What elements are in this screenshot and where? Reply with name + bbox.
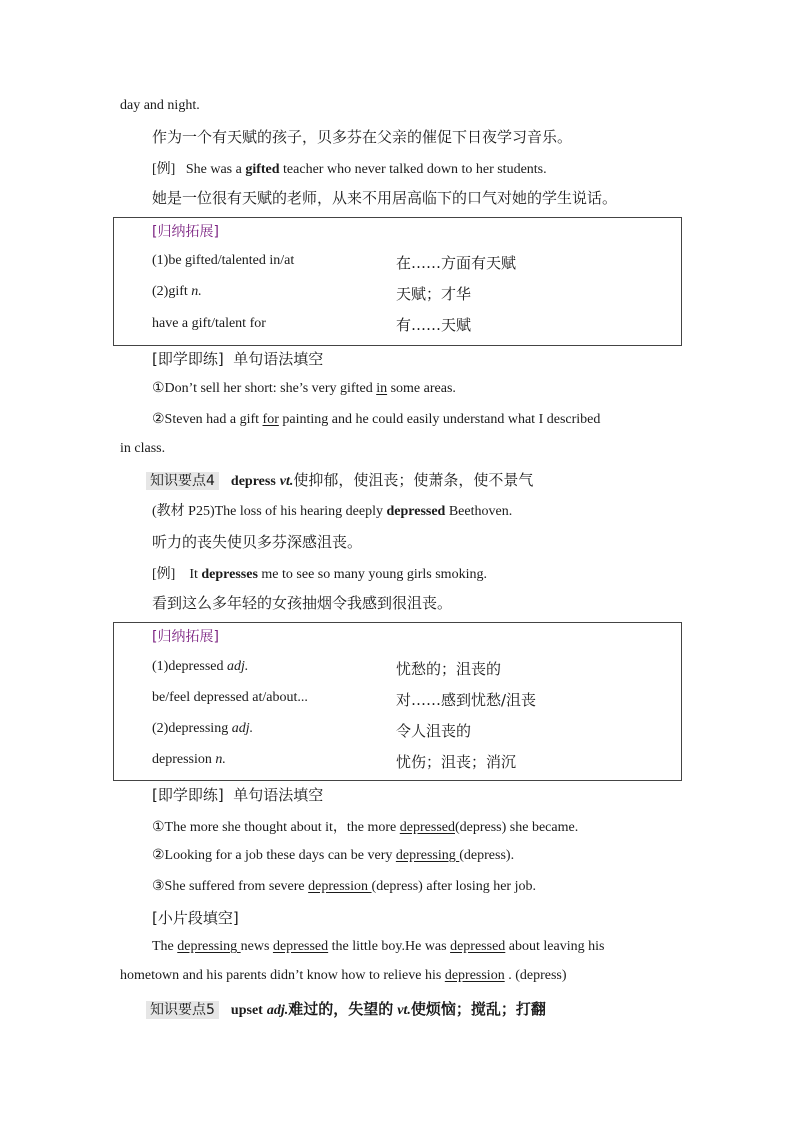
translation-line: 看到这么多年轻的女孩抽烟令我感到很沮丧。 bbox=[152, 594, 453, 612]
box-row-zh: 有……天赋 bbox=[396, 316, 472, 334]
box-row-zh: 在……方面有天赋 bbox=[396, 254, 517, 272]
text-line: day and night. bbox=[120, 98, 200, 113]
box-row-en: be/feel depressed at/about... bbox=[152, 690, 308, 705]
practice-question-cont: in class. bbox=[120, 441, 166, 456]
answer: depressing bbox=[395, 848, 460, 863]
translation-line: 她是一位很有天赋的老师，从来不用居高临下的口气对她的学生说话。 bbox=[152, 189, 618, 207]
box-row-zh: 对……感到忧愁/沮丧 bbox=[396, 691, 537, 709]
fragment-text: The depressing news depressed the little boy.He was depressed about leaving his bbox=[152, 939, 605, 954]
practice-heading: [即学即练] 单句语法填空 bbox=[152, 786, 324, 804]
answer: depressing bbox=[177, 939, 241, 954]
practice-heading: [即学即练] 单句语法填空 bbox=[152, 350, 324, 368]
answer: depressed bbox=[272, 939, 329, 954]
practice-question: ②Steven had a gift for painting and he could easily understand what I described bbox=[152, 412, 601, 427]
fragment-text: hometown and his parents didn’t know how to relieve his depression . (depress) bbox=[120, 968, 567, 983]
box-title: [归纳拓展] bbox=[152, 629, 219, 645]
box-row-en: depression n. bbox=[152, 752, 226, 767]
answer: depressed bbox=[450, 939, 506, 954]
box-row-en: (1)depressed adj. bbox=[152, 659, 249, 674]
box-row-zh: 忧伤；沮丧；消沉 bbox=[396, 753, 517, 771]
box-row-en: have a gift/talent for bbox=[152, 316, 266, 331]
box-row-en: (2)gift n. bbox=[152, 284, 202, 299]
answer: in bbox=[376, 381, 388, 396]
box-row-en: (1)be gifted/talented in/at bbox=[152, 253, 295, 268]
answer: for bbox=[262, 412, 279, 427]
answer: depressed bbox=[399, 820, 455, 835]
box-title: [归纳拓展] bbox=[152, 224, 219, 240]
knowledge-point-5: 知识要点5 upset adj.难过的，失望的 vt.使烦恼；搅乱；打翻 bbox=[146, 998, 546, 1019]
box-row-zh: 忧愁的；沮丧的 bbox=[396, 660, 502, 678]
answer: depression bbox=[308, 879, 372, 894]
fragment-heading: [小片段填空] bbox=[152, 909, 239, 927]
example-line: [例] It depresses me to see so many young girls smoking. bbox=[152, 567, 487, 582]
example-line: [例] She was a gifted teacher who never talked down to her students. bbox=[152, 162, 547, 177]
summary-box bbox=[113, 622, 682, 781]
practice-question: ①Don’t sell her short: she’s very gifted in some areas. bbox=[152, 381, 456, 396]
practice-question: ③She suffered from severe depression (depress) after losing her job. bbox=[152, 879, 536, 894]
box-row-zh: 令人沮丧的 bbox=[396, 722, 472, 740]
kp-label: 知识要点5 bbox=[146, 1001, 219, 1019]
practice-question: ①The more she thought about it，the more depressed(depress) she became. bbox=[152, 820, 579, 835]
kp-label: 知识要点4 bbox=[146, 472, 219, 490]
translation-line: 听力的丧失使贝多芬深感沮丧。 bbox=[152, 533, 363, 551]
knowledge-point-4: 知识要点4 depress vt.使抑郁，使沮丧；使萧条，使不景气 bbox=[146, 469, 533, 490]
translation-line: 作为一个有天赋的孩子，贝多芬在父亲的催促下日夜学习音乐。 bbox=[152, 128, 573, 146]
box-row-zh: 天赋；才华 bbox=[396, 285, 472, 303]
practice-question: ②Looking for a job these days can be very depressing (depress). bbox=[152, 848, 515, 863]
summary-box bbox=[113, 217, 682, 346]
textbook-example: (教材 P25)The loss of his hearing deeply depressed Beethoven. bbox=[152, 504, 513, 519]
box-row-en: (2)depressing adj. bbox=[152, 721, 254, 736]
answer: depression bbox=[444, 968, 505, 983]
